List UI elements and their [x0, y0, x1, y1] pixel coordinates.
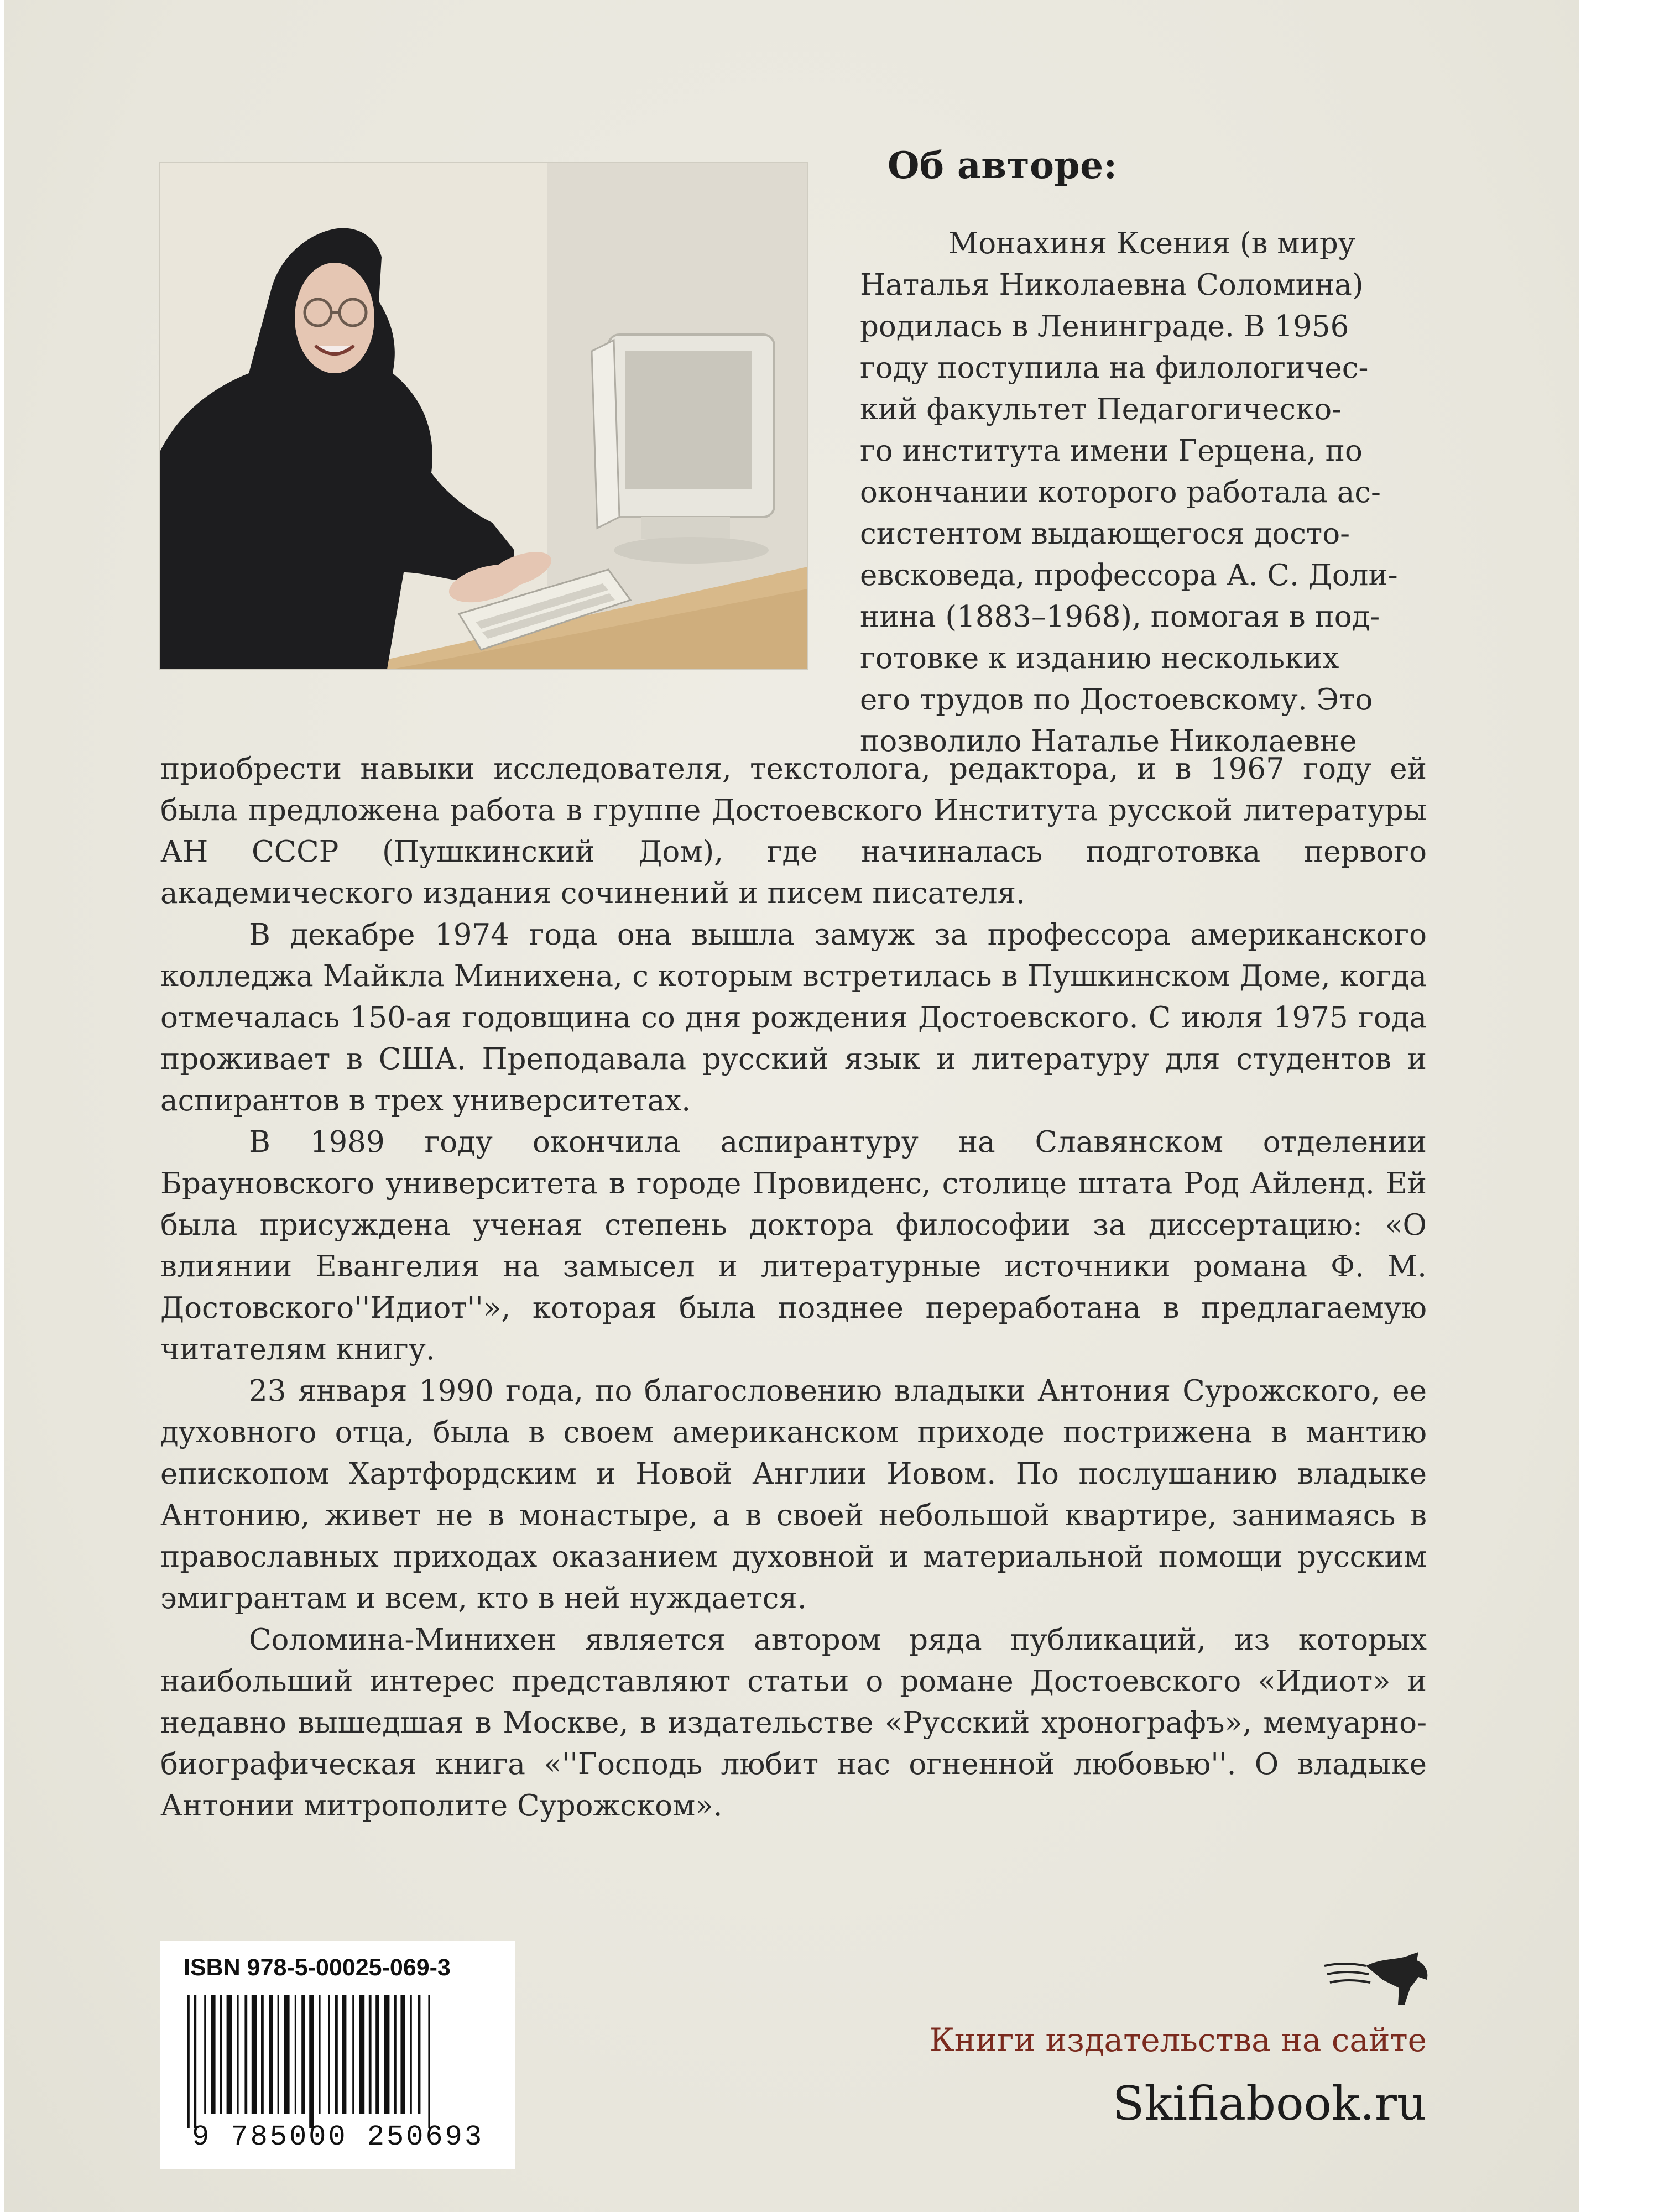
bio-paragraph-3: В 1989 году окончила аспирантуру на Славянском отделении Брауновского университета в городе Провиденс, столице штата Род Айленд. Ей была присуждена ученая степень доктора философии за диссертацию: «О влиянии Евангелия на замысел и литературные источники романа Ф. М. Достовского''Идиот''», которая была позднее переработана в предлагаемую читателям книгу. [160, 1125, 1427, 1366]
barcode-bar [328, 1995, 330, 2114]
bio-paragraph-4: 23 января 1990 года, по благословению владыки Антония Сурожского, ее духовного отца, была в своем американском приходе пострижена в мантию епископом Хартфордским и Новой Англии Иовом. По послушанию владыке Антонию, живет не в монастыре, а в своей небольшой квартире, занимаясь в православных приходах оказанием духовной и материальной помощи русским эмигрантам и всем, кто в ней нуждается. [160, 1374, 1427, 1615]
barcode-bar [244, 1995, 247, 2114]
bio-top-column [860, 223, 1427, 762]
publisher-books-text: Книги издательства на сайте [929, 2021, 1427, 2059]
barcode-bar [237, 1995, 238, 2114]
isbn-label: ISBN 978-5-00025-069-3 [184, 1954, 451, 1981]
bio-line: готовке к изданию нескольких [860, 641, 1339, 675]
bio-line: году поступила на филологичес- [860, 351, 1369, 385]
barcode [187, 1995, 489, 2128]
barcode-bar [269, 1995, 273, 2114]
barcode-bar [309, 1995, 314, 2128]
barcode-bar [284, 1995, 290, 2114]
barcode-bar [220, 1995, 222, 2114]
barcode-bar [375, 1995, 379, 2114]
bio-line: окончании которого работала ас- [860, 476, 1381, 509]
barcode-bar [211, 1995, 216, 2114]
bio-paragraph-1-continued: приобрести навыки исследователя, текстолога, редактора, и в 1967 году ей была предложена работа в группе Достоевского Института русской литературы АН СССР (Пушкинский Дом), где начиналась подготовка первого академического издания сочинений и писем писателя. [160, 752, 1427, 910]
barcode-bar [187, 1995, 190, 2128]
barcode-bar [204, 1995, 206, 2114]
bio-paragraph-5: Соломина-Минихен является автором ряда публикаций, из которых наибольший интерес представляют статьи о романе Достоевского «Идиот» и недавно вышедшая в Москве, в издательстве «Русский хронографъ», мемуарно-биографическая книга «''Господь любит нас огненной любовью''. О владыке Антонии митрополите Сурожском». [160, 1623, 1427, 1823]
barcode-bar [319, 1995, 320, 2114]
barcode-bar [410, 1995, 412, 2114]
barcode-bar [295, 1995, 296, 2114]
bio-line: Наталья Николаевна Соломина) [860, 268, 1364, 302]
bio-line: Монахиня Ксения (в миру [948, 227, 1355, 260]
barcode-bar [400, 1995, 405, 2114]
barcode-bar [342, 1995, 346, 2114]
barcode-bar [301, 1995, 305, 2114]
bio-main-text [160, 748, 1427, 1827]
publisher-horse-logo [1322, 1949, 1432, 2010]
publisher-website[interactable]: Skifiabook.ru [1112, 2077, 1427, 2131]
bio-line: позволило Наталье Николаевне [860, 724, 1357, 758]
bio-line: нина (1883–1968), помогая в под- [860, 600, 1380, 634]
barcode-digits: 9 785000 250693 [191, 2121, 484, 2153]
bio-line: родилась в Ленинграде. В 1956 [860, 310, 1349, 343]
bio-paragraph-2: В декабре 1974 года она вышла замуж за профессора американского колледжа Майкла Минихена, с которым встретилась в Пушкинском Доме, когда отмечалась 150-ая годовщина со дня рождения Достоевского. С июля 1975 года проживает в США. Преподавала русский язык и литературу для студентов и аспирантов в трех университетах. [160, 918, 1427, 1118]
barcode-bar [227, 1995, 232, 2114]
barcode-bar [394, 1995, 397, 2114]
bio-line: систентом выдающегося досто- [860, 517, 1350, 551]
barcode-bar [335, 1995, 338, 2114]
barcode-bar [352, 1995, 354, 2114]
isbn-barcode-box [160, 1941, 515, 2169]
about-author-heading: Об авторе: [888, 144, 1118, 187]
barcode-bar [384, 1995, 390, 2114]
page-edge [1579, 0, 1659, 2212]
barcode-bar [252, 1995, 257, 2114]
barcode-bar [428, 1995, 430, 2128]
author-photo [160, 163, 807, 669]
barcode-bar [278, 1995, 279, 2114]
bio-line: го института имени Герцена, по [860, 434, 1363, 468]
barcode-bar [194, 1995, 196, 2128]
barcode-bar [369, 1995, 372, 2114]
bio-line: кий факультет Педагогическо- [860, 393, 1342, 426]
bio-line: его трудов по Достоевскому. Это [860, 683, 1373, 717]
barcode-bar [418, 1995, 421, 2114]
barcode-bar [359, 1995, 365, 2114]
barcode-bar [261, 1995, 264, 2114]
bio-line: евсковеда, профессора А. С. Доли- [860, 559, 1398, 592]
